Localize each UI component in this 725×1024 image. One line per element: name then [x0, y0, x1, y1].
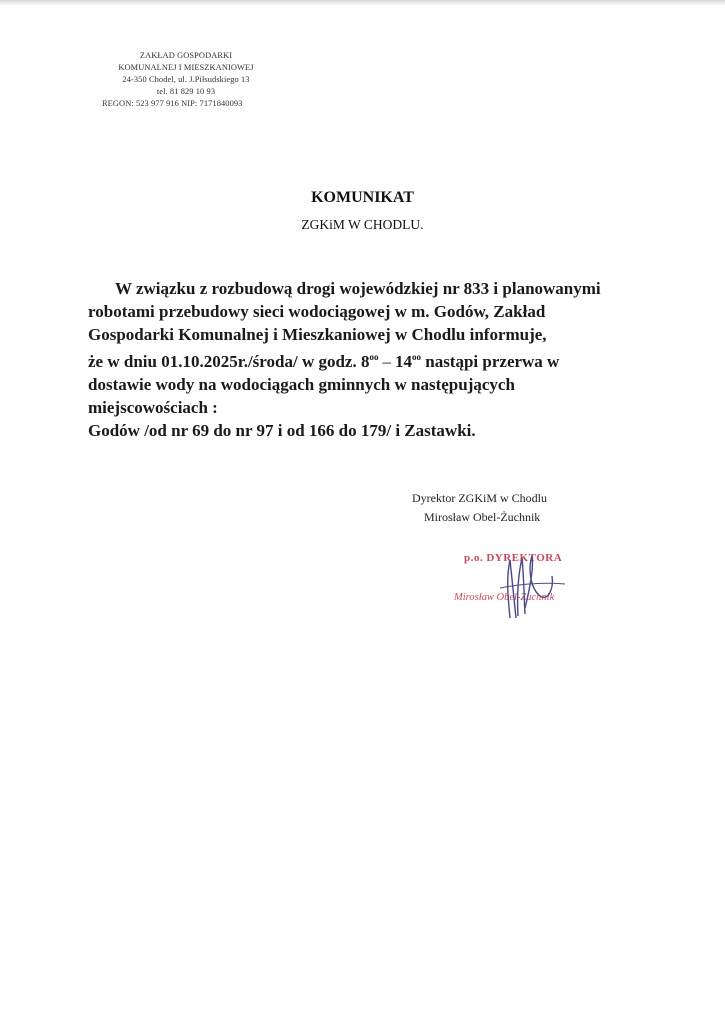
time-range-dash: –	[382, 352, 391, 371]
stamp-title: p.o. DYREKTORA	[464, 552, 563, 564]
signature-stroke-3	[525, 556, 552, 608]
body-line-6: miejscowościach :	[88, 398, 218, 417]
body-line-1: W związku z rozbudową drogi wojewódzkiej nr 833 i planowanymi	[115, 279, 601, 298]
signature-stroke-1	[508, 560, 516, 618]
signatory-role: Dyrektor ZGKiM w Chodlu	[412, 491, 547, 505]
body-line-4-end: nastąpi przerwa w	[420, 352, 560, 371]
signature-stroke-2	[518, 558, 525, 616]
letterhead-stamp	[96, 50, 276, 110]
body-line-5: dostawie wody na wodociągach gminnych w następujących	[88, 375, 515, 394]
document-subtitle: ZGKiM W CHODLU.	[301, 217, 424, 232]
stamp-name: Mirosław Obel-Żuchnik	[454, 592, 555, 603]
announcement-body	[88, 277, 688, 442]
handwritten-signature	[470, 548, 590, 628]
body-line-4	[88, 346, 688, 373]
scan-edge-shadow	[0, 0, 725, 6]
letterhead-line-5: REGON: 523 977 916 NIP: 7171840093	[102, 99, 243, 108]
body-line-7: Godów /od nr 69 do nr 97 i od 166 do 179/ i Zastawki.	[88, 421, 476, 440]
signatory-name: Mirosław Obel-Żuchnik	[424, 510, 541, 524]
letterhead-line-3: 24-350 Chodel, ul. J.Piłsudskiego 13	[122, 75, 250, 84]
body-line-4-start: że w dniu 01.10.2025r./środa/ w godz. 8	[88, 352, 370, 371]
body-line-4-time-end: 14	[394, 352, 412, 371]
time-end-superscript: oo	[411, 352, 421, 362]
document-title: KOMUNIKAT	[311, 189, 414, 206]
signatory-block	[412, 489, 612, 527]
letterhead-line-2: KOMUNALNEJ I MIESZKANIOWEJ	[118, 63, 254, 72]
body-line-2: robotami przebudowy sieci wodociągowej w m. Godów, Zakład	[88, 302, 546, 321]
letterhead-line-4: tel. 81 829 10 93	[156, 87, 216, 96]
body-line-3: Gospodarki Komunalnej i Mieszkaniowej w Chodlu informuje,	[88, 325, 547, 344]
time-start-superscript: oo	[369, 352, 379, 362]
letterhead-line-1: ZAKŁAD GOSPODARKI	[139, 51, 233, 60]
